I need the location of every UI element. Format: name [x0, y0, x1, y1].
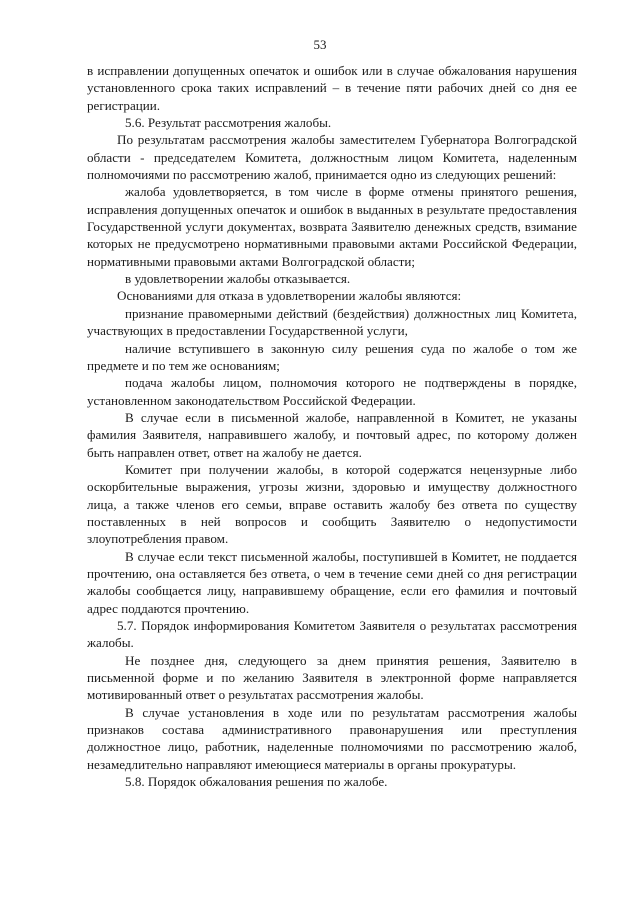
paragraph: наличие вступившего в законную силу решения суда по жалобе о том же предмете и по тем же основаниям;	[87, 340, 577, 373]
section-heading-5-8: 5.8. Порядок обжалования решения по жалобе.	[125, 774, 388, 790]
paragraph: подача жалобы лицом, полномочия которого не подтверждены в порядке, установленном законодательством Российской Федерации.	[87, 375, 577, 408]
paragraph: признание правомерными действий (бездействия) должностных лиц Комитета, участвующих в предоставлении Государственной услуги,	[87, 305, 577, 339]
paragraph: Комитет при получении жалобы, в которой содержатся нецензурные либо оскорбительные выражения, угрозы жизни, здоровью и имуществу должностного лица, а также членов его семьи, вправе оставить жалобу без ответа по существу поставленных в ней вопросов и сообщить Заявителю о недопустимости злоупотребления правом.	[87, 461, 577, 547]
paragraph: жалоба удовлетворяется, в том числе в форме отмены принятого решения, исправления допущенных опечаток и ошибок в выданных в результате предоставления Государственной услуги документах, возврата Заявителю денежных средств, взимание которых не предусмотрено нормативными правовыми актами Российской Федерации, нормативными правовыми актами Волгоградской области;	[87, 184, 577, 269]
page-number: 53	[313, 37, 327, 52]
paragraph: в удовлетворении жалобы отказывается.	[125, 271, 351, 287]
paragraph: В случае установления в ходе или по результатам рассмотрения жалобы признаков состава административного правонарушения или преступления должностное лицо, работник, наделенные полномочиями по рассмотрению жалоб, незамедлительно направляют имеющиеся материалы в органы прокуратуры.	[87, 704, 577, 772]
paragraph: Не позднее дня, следующего за днем принятия решения, Заявителю в письменной форме и по желанию Заявителя в электронной форме направляется мотивированный ответ о результатах рассмотрения жалобы.	[87, 652, 577, 703]
paragraph: По результатам рассмотрения жалобы заместителем Губернатора Волгоградской области - председателем Комитета, должностным лицом Комитета, наделенным полномочиями по рассмотрению жалоб, принимается одно из следующих решений:	[87, 132, 577, 183]
paragraph: Основаниями для отказа в удовлетворении жалобы являются:	[117, 288, 462, 304]
section-heading-5-6: 5.6. Результат рассмотрения жалобы.	[125, 115, 332, 131]
paragraph: В случае если в письменной жалобе, направленной в Комитет, не указаны фамилия Заявителя, направившего жалобу, и почтовый адрес, по которому должен быть направлен ответ, ответ на жалобу не дается.	[87, 409, 577, 460]
section-heading-5-7: 5.7. Порядок информирования Комитетом Заявителя о результатах рассмотрения жалобы.	[87, 618, 577, 651]
paragraph: В случае если текст письменной жалобы, поступившей в Комитет, не поддается прочтению, она оставляется без ответа, о чем в течение семи дней со дня регистрации жалобы сообщается лицу, направившему обращение, если его фамилия и почтовый адрес поддаются прочтению.	[87, 548, 577, 616]
paragraph-continuation: в исправлении допущенных опечаток и ошибок или в случае обжалования нарушения установленного срока таких исправлений – в течение пяти рабочих дней со дня ее регистрации.	[87, 63, 577, 113]
document-body	[87, 62, 577, 790]
